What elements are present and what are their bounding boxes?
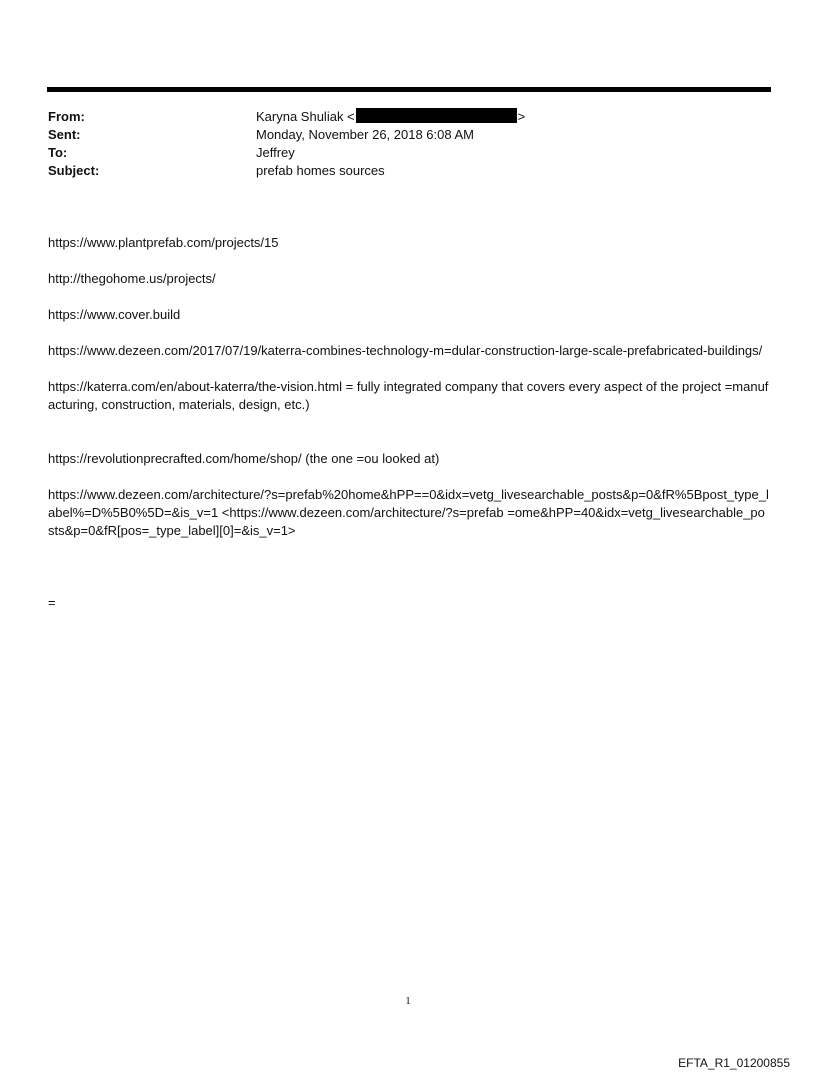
to-label: To: [48,145,68,160]
link-plantprefab[interactable]: https://www.plantprefab.com/projects/15 [48,235,279,250]
trailing-equals: = [48,595,56,610]
link-dezeen-katerra[interactable]: https://www.dezeen.com/2017/07/19/katerra-combines-technology-m=dular-construction-large-scale-prefabricated-buildings/ [48,343,763,358]
subject-value: prefab homes sources [256,163,385,178]
subject-label: Subject: [48,163,100,178]
to-value: Jeffrey [256,145,295,160]
from-value [256,108,525,126]
link-thegohome[interactable]: http://thegohome.us/projects/ [48,271,216,286]
header-rule [47,87,771,92]
from-name: Karyna Shuliak < [256,109,355,124]
sent-value: Monday, November 26, 2018 6:08 AM [256,127,474,142]
page-number: 1 [405,995,411,1007]
revolution-note: https://revolutionprecrafted.com/home/shop/ (the one =ou looked at) [48,451,440,466]
from-label: From: [48,109,85,124]
dezeen-search-link[interactable]: https://www.dezeen.com/architecture/?s=prefab%20home&hPP==0&idx=vetg_livesearchable_posts&p=0&fR%5Bpost_type_label%=D%5B0%5D=&is_v=1 <https://www.dezeen.com/architecture/?s=prefab =ome&hPP=40&idx=vetg_livesearchable_posts&p=0&fR[pos=_type_label][0]=&is_v=1> [48,487,769,538]
link-cover-build[interactable]: https://www.cover.build [48,307,181,322]
sent-label: Sent: [48,127,81,142]
katerra-note: https://katerra.com/en/about-katerra/the-vision.html = fully integrated company that covers every aspect of the project =manufacturing, construction, materials, design, etc.) [48,379,769,412]
from-close: > [517,109,526,124]
bates-number: EFTA_R1_01200855 [678,1056,790,1070]
redaction-block [356,108,517,123]
